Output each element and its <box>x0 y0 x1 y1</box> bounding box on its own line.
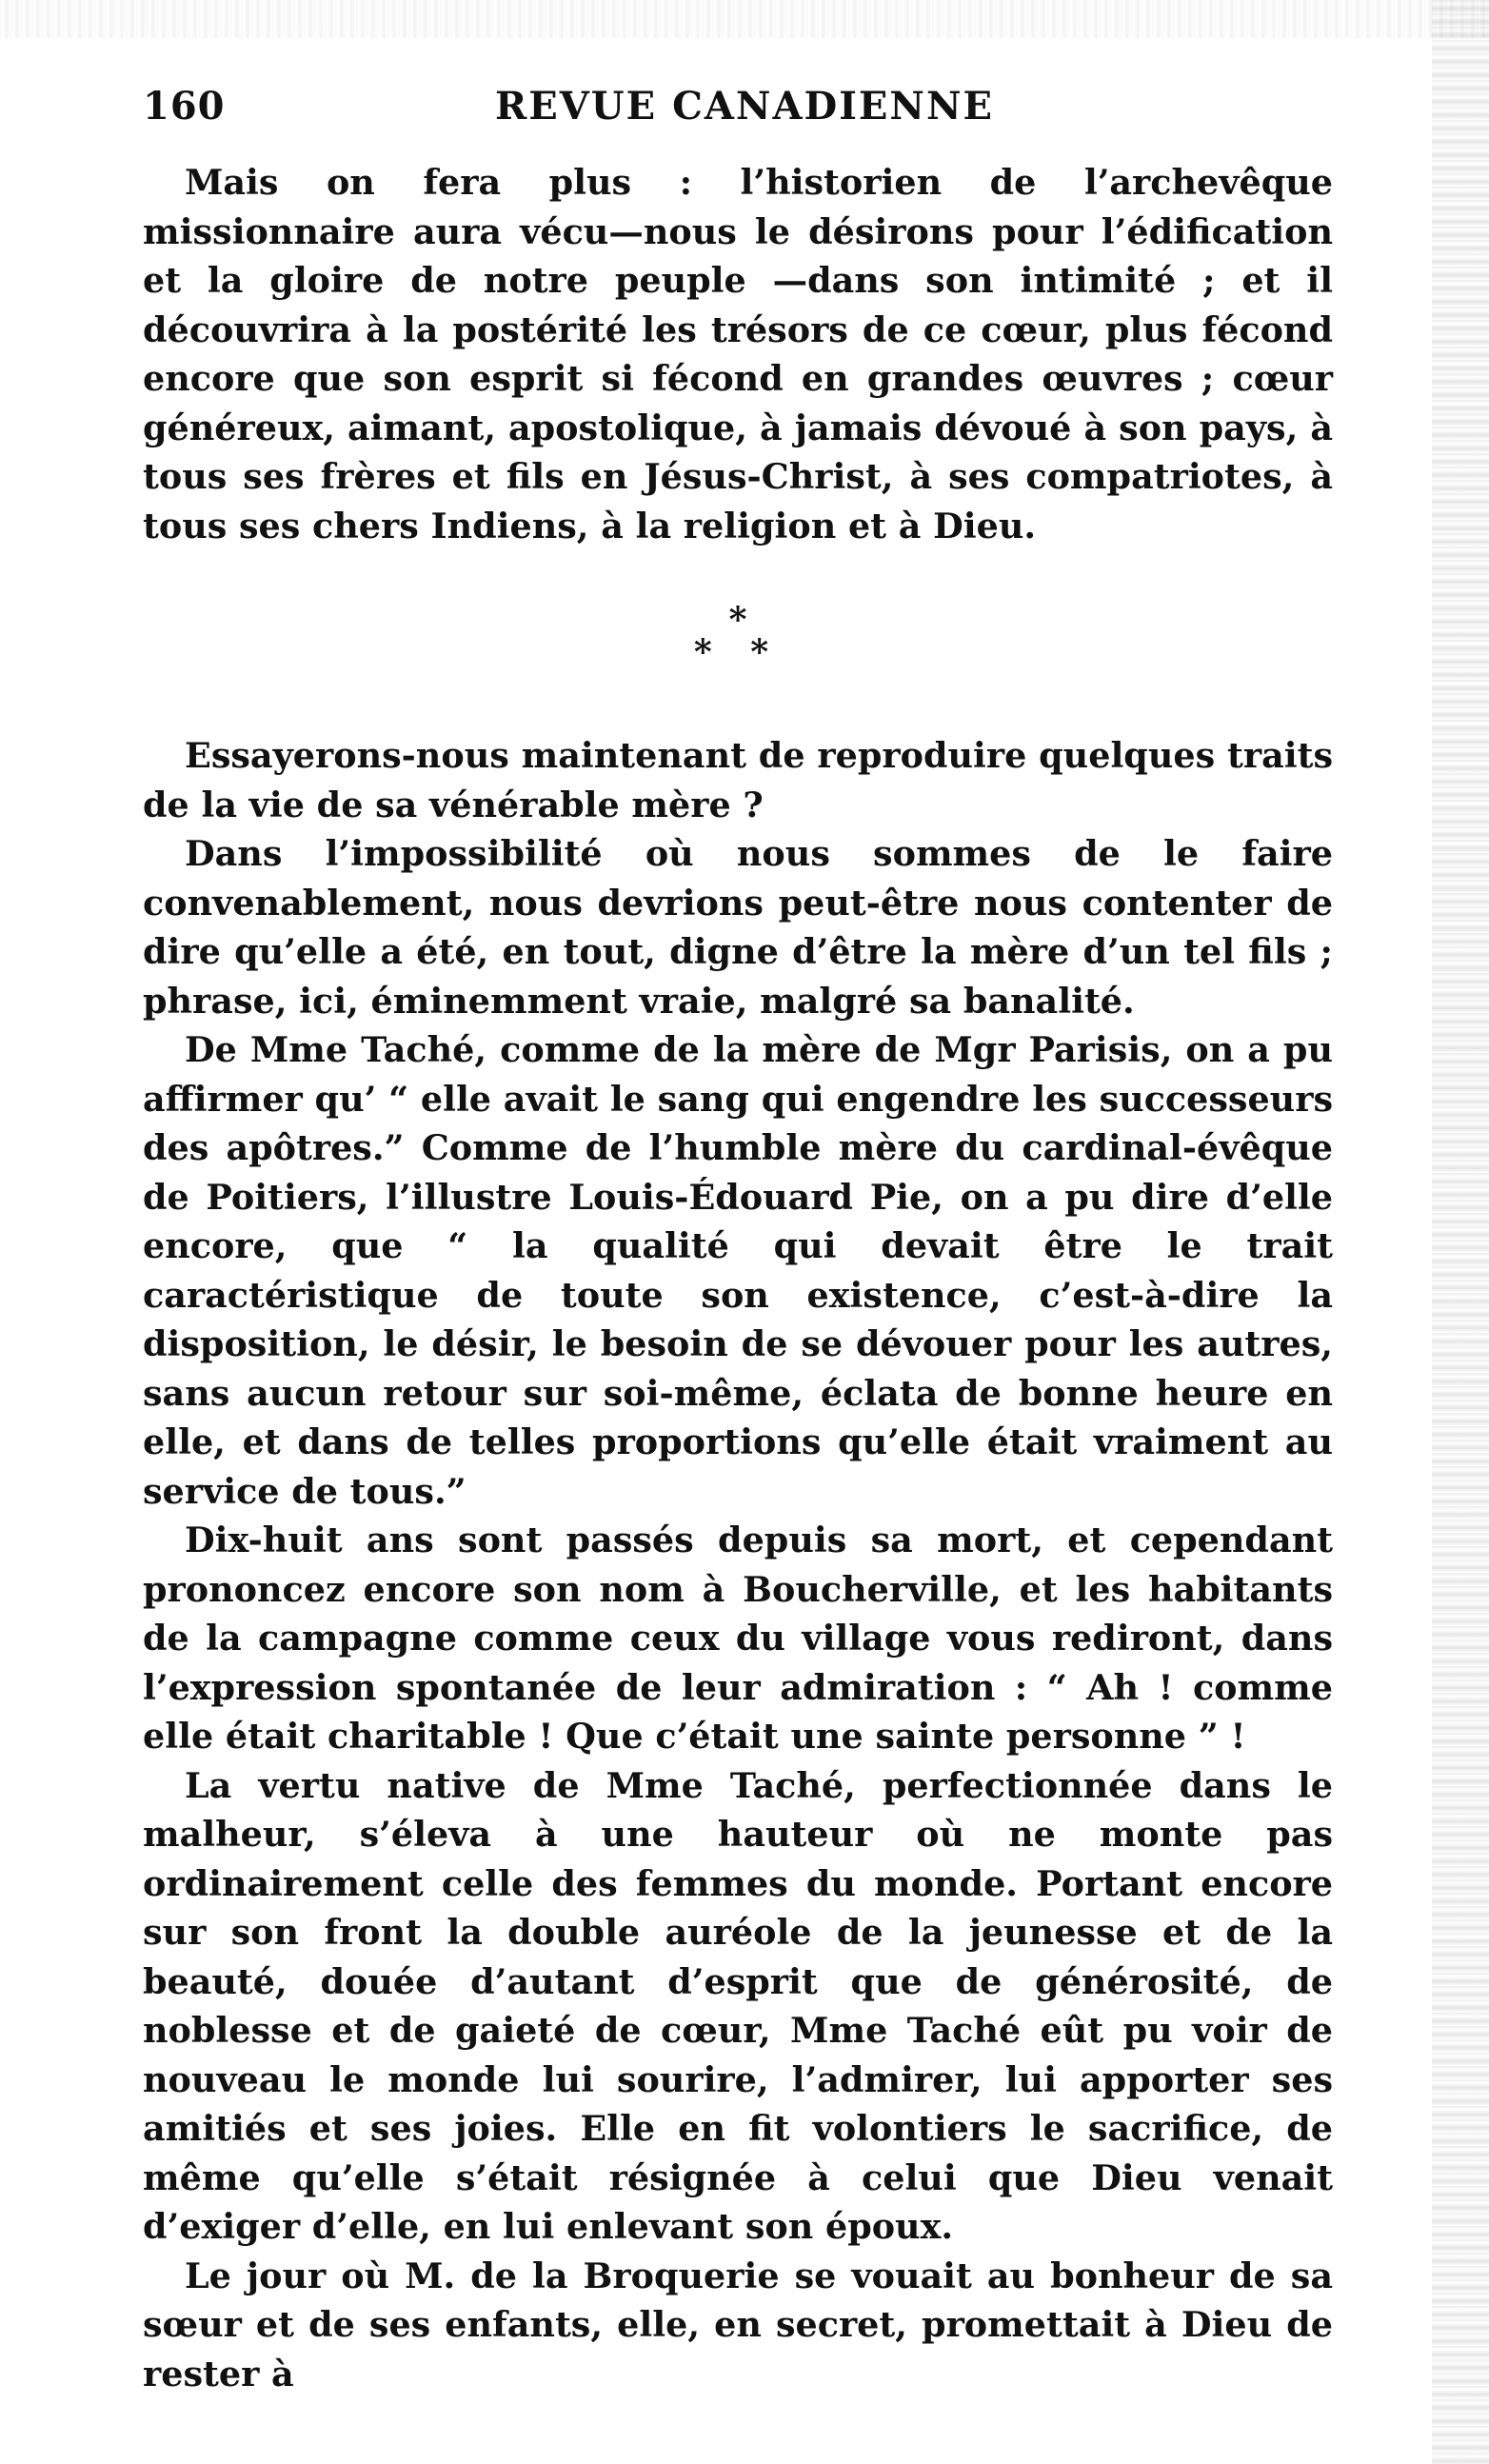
scan-noise-top <box>0 0 1489 38</box>
scan-noise-right <box>1432 0 1489 2464</box>
asterism-top: * <box>728 600 747 640</box>
paragraph-1: Mais on fera plus : l’historien de l’archevêque missionnaire aura vécu—nous le désirons pour l’édification et la gloire de notre peuple —dans son intimité ; et il découvrira à la postérité les trésors de ce cœur, plus fécond encore que son esprit si fécond en grandes œuvres ; cœur généreux, aimant, apostolique, à jamais dévoué à son pays, à tous ses frères et fils en Jésus-Christ, à ses compatriotes, à tous ses chers Indiens, à la religion et à Dieu. <box>143 162 1333 546</box>
paragraph-4: De Mme Taché, comme de la mère de Mgr Parisis, on a pu affirmer qu’ “ elle avait le sang qui engendre les successeurs des apôtres.” Comme de l’humble mère du cardinal-évêque de Poitiers, l’illustre Louis-Édouard Pie, on a pu dire d’elle encore, que “ la qualité qui devait être le trait caractéristique de toute son existence, c’est-à-dire la disposition, le désir, le besoin de se dévouer pour les autres, sans aucun retour sur soi-même, éclata de bonne heure en elle, et dans de telles proportions qu’elle était vraiment au service de tous.” <box>143 1029 1333 1512</box>
running-title: REVUE CANADIENNE <box>495 84 995 129</box>
asterism-separator <box>143 600 1333 672</box>
paragraph-6: La vertu native de Mme Taché, perfectionnée dans le malheur, s’éleva à une hauteur où ne monte pas ordinairement celle des femmes du monde. Portant encore sur son front la double auréole de la jeunesse et de la beauté, douée d’autant d’esprit que de générosité, de noblesse et de gaieté de cœur, Mme Taché eût pu voir de nouveau le monde lui sourire, l’admirer, lui apporter ses amitiés et ses joies. Elle en fit volontiers le sacrifice, de même qu’elle s’était résignée à celui que Dieu venait d’exiger d’elle, en lui enlevant son époux. <box>143 1764 1333 2247</box>
page-header <box>143 84 1342 141</box>
page-number: 160 <box>143 84 226 129</box>
paragraph-2: Essayerons-nous maintenant de reproduire quelques traits de la vie de sa vénérable mère ? <box>143 735 1333 825</box>
paragraph-7: Le jour où M. de la Broquerie se vouait au bonheur de sa sœur et de ses enfants, elle, en secret, promettait à Dieu de rester à <box>143 2255 1333 2394</box>
asterism-bottom: * * <box>693 632 783 672</box>
paragraph-5: Dix-huit ans sont passés depuis sa mort, et cependant prononcez encore son nom à Boucherville, et les habitants de la campagne comme ceux du village vous rediront, dans l’expression spontanée de leur admiration : “ Ah ! comme elle était charitable ! Que c’était une sainte personne ” ! <box>143 1520 1333 1757</box>
body-text <box>143 158 1333 2398</box>
paragraph-3: Dans l’impossibilité où nous sommes de le faire convenablement, nous devrions peut-être nous contenter de dire qu’elle a été, en tout, digne d’être la mère d’un tel fils ; phrase, ici, éminemment vraie, malgré sa banalité. <box>143 833 1333 1022</box>
